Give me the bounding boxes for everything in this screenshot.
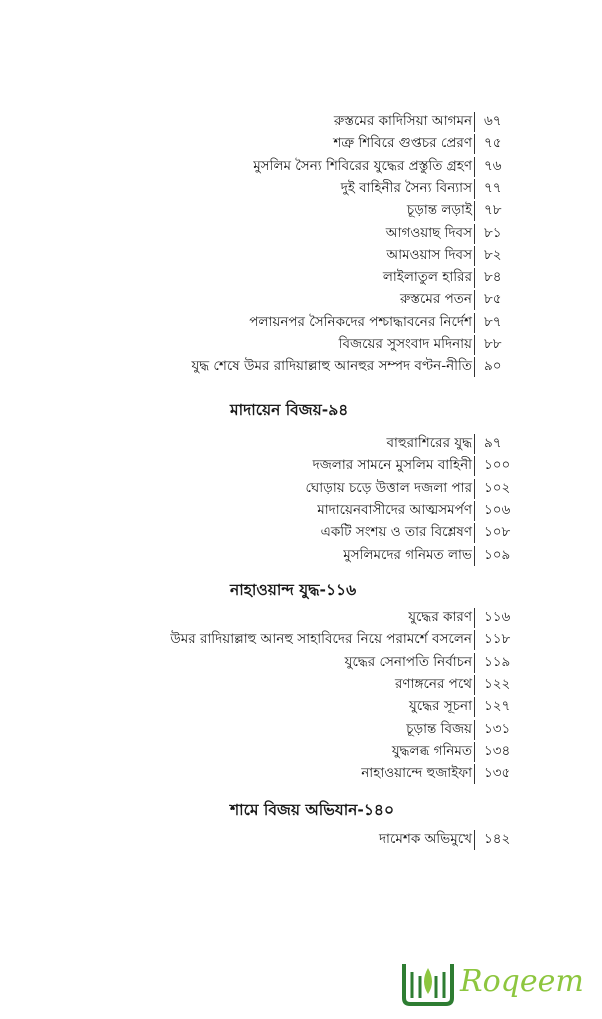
- entry-title: রুস্তমের কাদিসিয়া আগমন: [333, 113, 472, 129]
- toc-entry: [0, 311, 602, 333]
- entry-title: পলায়নপর সৈনিকদের পশ্চাদ্ধাবনের নির্দেশ: [249, 313, 472, 330]
- entry-title: দুই বাহিনীর সৈন্য বিন্যাস: [340, 179, 472, 196]
- entry-page: ৮৪: [484, 269, 502, 286]
- watermark-logo: [398, 958, 588, 1010]
- entry-page: ৮৭: [484, 313, 502, 330]
- toc-entry: [0, 432, 602, 454]
- toc-entry: [0, 266, 602, 288]
- entry-divider: [474, 157, 475, 177]
- toc-entry: [0, 828, 602, 850]
- entry-title: লাইলাতুল হারির: [382, 269, 472, 286]
- toc-entry: [0, 110, 602, 132]
- toc-entry: [0, 199, 602, 221]
- toc-entry: [0, 222, 602, 244]
- entry-title: একটি সংশয় ও তার বিশ্লেষণ: [320, 524, 472, 541]
- entry-title: যুদ্ধের সূচনা: [409, 698, 472, 715]
- logo-icon: [398, 958, 458, 1010]
- section-heading: মাদায়েন বিজয়-৯৪: [230, 401, 349, 419]
- section-heading: নাহাওয়ান্দ যুদ্ধ-১১৬: [230, 581, 357, 599]
- entry-divider: [474, 501, 475, 521]
- entry-title: দজলার সামনে মুসলিম বাহিনী: [312, 457, 472, 474]
- entry-page: ৮২: [484, 246, 502, 263]
- entry-divider: [474, 523, 475, 543]
- entry-page: ৮৮: [484, 336, 502, 352]
- entry-divider: [474, 546, 475, 566]
- toc-entry: [0, 673, 602, 695]
- toc-entry: [0, 244, 602, 266]
- entry-title: রুস্তমের পতন: [399, 291, 472, 308]
- toc-entry: [0, 718, 602, 740]
- toc-entry: [0, 740, 602, 762]
- entry-page: ১১৬: [484, 609, 511, 625]
- entry-page: ৯০: [484, 358, 502, 375]
- entry-divider: [474, 201, 475, 221]
- entry-divider: [474, 335, 475, 355]
- entry-divider: [474, 434, 475, 454]
- entry-page: ১১৯: [484, 653, 511, 670]
- toc-entry: [0, 521, 602, 543]
- entry-page: ৯৭: [484, 435, 502, 451]
- entry-page: ১২৭: [484, 698, 511, 715]
- entry-page: ৭৫: [484, 135, 502, 152]
- entry-divider: [474, 653, 475, 673]
- entry-title: যুদ্ধলব্ধ গনিমত: [391, 742, 472, 759]
- toc-entry: [0, 355, 602, 377]
- entry-title: উমর রাদিয়াল্লাহু আনহু সাহাবিদের নিয়ে পরামর্শে বসলেন: [170, 631, 472, 648]
- toc-entry: [0, 288, 602, 310]
- entry-title: চূড়ান্ত বিজয়: [406, 720, 472, 737]
- toc-entry: [0, 499, 602, 521]
- entry-title: মাদায়েনবাসীদের আত্মসমর্পণ: [317, 501, 472, 518]
- entry-divider: [474, 608, 475, 628]
- toc-entry: [0, 454, 602, 476]
- entry-page: ৮৫: [484, 291, 502, 308]
- entry-divider: [474, 179, 475, 199]
- entry-divider: [474, 630, 475, 650]
- entry-divider: [474, 697, 475, 717]
- entry-divider: [474, 720, 475, 740]
- watermark-text: Roqeem: [460, 964, 584, 999]
- toc-entry: [0, 333, 602, 355]
- entry-title: চূড়ান্ত লড়াই: [406, 202, 472, 219]
- toc-entry: [0, 606, 602, 628]
- entry-title: দামেশক অভিমুখে: [378, 831, 472, 847]
- toc-entry: [0, 651, 602, 673]
- entry-page: ৭৮: [484, 202, 502, 219]
- entry-title: আমওয়াস দিবস: [386, 246, 472, 263]
- entry-divider: [474, 112, 475, 132]
- entry-title: রণাঙ্গনের পথে: [395, 675, 472, 692]
- entry-page: ৭৬: [484, 157, 502, 174]
- entry-page: ১০৮: [484, 524, 511, 541]
- entry-page: ৭৭: [484, 179, 502, 196]
- entry-page: ১০৯: [484, 546, 511, 563]
- entry-title: যুদ্ধের সেনাপতি নির্বাচন: [344, 653, 472, 670]
- entry-divider: [474, 675, 475, 695]
- entry-divider: [474, 456, 475, 476]
- toc-entry: [0, 544, 602, 566]
- entry-page: ১৩১: [484, 720, 511, 737]
- entry-title: ঘোড়ায় চড়ে উত্তাল দজলা পার: [305, 479, 472, 496]
- entry-divider: [474, 764, 475, 784]
- entry-title: যুদ্ধের কারণ: [408, 609, 472, 625]
- entry-title: মুসলিম সৈন্য শিবিরের যুদ্ধের প্রস্তুতি গ্রহণ: [253, 157, 472, 174]
- toc-entry: [0, 628, 602, 650]
- toc-entry: [0, 132, 602, 154]
- entry-divider: [474, 357, 475, 377]
- toc-entry: [0, 762, 602, 784]
- entry-page: ৬৭: [484, 113, 502, 129]
- entry-title: বাহুরাশিরের যুদ্ধ: [386, 435, 472, 451]
- toc-entry: [0, 695, 602, 717]
- entry-title: শত্রু শিবিরে গুপ্তচর প্রেরণ: [333, 135, 472, 152]
- entry-divider: [474, 742, 475, 762]
- toc-entry: [0, 155, 602, 177]
- entry-divider: [474, 268, 475, 288]
- entry-divider: [474, 313, 475, 333]
- toc-entry: [0, 177, 602, 199]
- entry-page: ১০২: [484, 479, 511, 496]
- entry-divider: [474, 224, 475, 244]
- entry-title: বিজয়ের সুসংবাদ মদিনায়: [338, 336, 472, 352]
- section-heading: শামে বিজয় অভিযান-১৪০: [230, 801, 395, 819]
- entry-page: ১২২: [484, 675, 511, 692]
- entry-divider: [474, 134, 475, 154]
- entry-page: ১৩৫: [484, 765, 511, 782]
- entry-page: ৮১: [484, 224, 502, 241]
- toc-entry: [0, 477, 602, 499]
- entry-divider: [474, 246, 475, 266]
- entry-title: আগওয়াছ দিবস: [385, 224, 472, 241]
- entry-divider: [474, 479, 475, 499]
- entry-page: ১৪২: [484, 831, 511, 847]
- entry-divider: [474, 830, 475, 850]
- entry-page: ১১৮: [484, 631, 511, 648]
- entry-title: যুদ্ধ শেষে উমর রাদিয়াল্লাহু আনহুর সম্পদ বণ্টন-নীতি: [191, 358, 472, 375]
- entry-title: নাহাওয়ান্দে হুজাইফা: [361, 765, 472, 782]
- entry-page: ১৩৪: [484, 742, 511, 759]
- entry-page: ১০০: [484, 457, 511, 474]
- entry-divider: [474, 290, 475, 310]
- entry-title: মুসলিমদের গনিমত লাভ: [343, 546, 472, 563]
- entry-page: ১০৬: [484, 501, 511, 518]
